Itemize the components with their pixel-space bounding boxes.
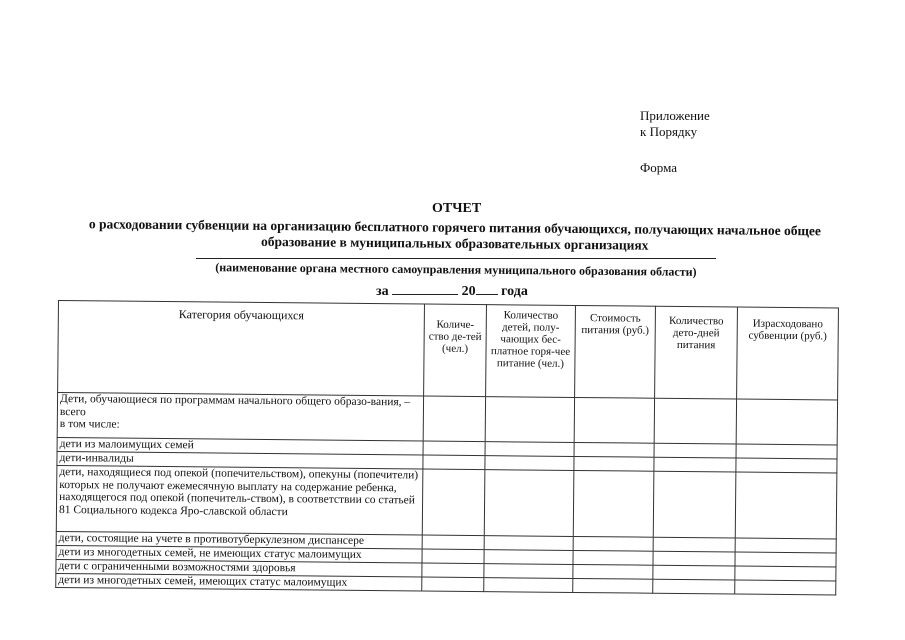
table-cell[interactable] — [422, 577, 484, 592]
table-cell[interactable] — [484, 564, 573, 579]
column-header-child-days: Количество дето-дней питания — [655, 306, 738, 399]
period-year: 20 — [461, 284, 476, 299]
table-cell[interactable] — [484, 470, 574, 537]
table-cell[interactable] — [484, 536, 573, 551]
table-cell[interactable] — [573, 578, 653, 593]
table-row — [56, 465, 837, 538]
table-cell[interactable] — [422, 469, 485, 536]
form-label: Форма — [640, 160, 677, 175]
table-cell[interactable] — [423, 441, 485, 456]
report-period — [376, 282, 528, 300]
row-category-low-income: дети из малоимущих семей — [57, 437, 423, 455]
period-year-blank — [476, 282, 498, 295]
table-cell[interactable] — [735, 580, 836, 595]
column-header-category: Категория обучающихся — [58, 301, 425, 397]
row-category-tuberculosis: дети, состоящие на учете в противотуберкулезном диспансере — [56, 531, 422, 549]
period-prefix: за — [376, 284, 389, 299]
report-subtitle: о расходовании субвенции на организацию бесплатного горячего питания обучающихся, получающих начальное общее образование в муниципальных образовательных организациях — [88, 216, 822, 253]
row-category-disabled: дети-инвалиды — [57, 451, 423, 469]
table-cell[interactable] — [574, 456, 654, 471]
column-header-children-count: Количе-ство де-тей (чел.) — [424, 304, 487, 397]
table-cell[interactable] — [653, 565, 735, 580]
org-name-line — [196, 258, 716, 259]
table-cell[interactable] — [654, 398, 736, 444]
appendix-line-1: Приложение — [640, 108, 710, 123]
period-suffix: года — [501, 284, 528, 299]
row-category-special-needs: дети с ограниченными возможностями здоровья — [56, 559, 422, 577]
table-cell[interactable] — [485, 397, 574, 443]
column-header-subvention-spent: Израсходовано субвенции (руб.) — [737, 307, 839, 400]
report-title: ОТЧЕТ — [432, 201, 482, 216]
table-cell[interactable] — [653, 579, 735, 594]
table-cell[interactable] — [574, 442, 654, 457]
row-category-guardianship: дети, находящиеся под опекой (попечительством), опекуны (попечители) которых не получают ежемесячную выплату на содержание ребенка, находящегося под опекой (попечитель-ством), в соответствии со статьей 81 Социального кодекса Яро-славской области — [56, 465, 423, 535]
table-cell[interactable] — [422, 549, 484, 564]
row-category-large-family: дети из многодетных семей, не имеющих статус малоимущих — [56, 545, 422, 563]
table-cell[interactable] — [653, 471, 736, 538]
row-category-total: Дети, обучающиеся по программам начального общего образо-вания, – всего в том числе: — [57, 393, 423, 442]
table-header-row — [58, 301, 839, 400]
appendix-block — [640, 108, 710, 176]
report-table-wrapper — [55, 300, 838, 595]
row-category-large-family-low-income: дети из многодетных семей, имеющих статус малоимущих — [56, 573, 422, 591]
table-cell[interactable] — [735, 472, 837, 539]
table-cell[interactable] — [735, 552, 836, 567]
table-cell[interactable] — [736, 399, 837, 445]
column-header-free-meals-count: Количество детей, полу-чающих бес-платное горя-чее питание (чел.) — [486, 305, 576, 398]
table-cell[interactable] — [573, 536, 653, 551]
table-cell[interactable] — [736, 444, 837, 459]
table-cell[interactable] — [485, 456, 574, 471]
table-cell[interactable] — [573, 550, 653, 565]
table-cell[interactable] — [653, 537, 735, 552]
table-cell[interactable] — [736, 458, 837, 473]
table-cell[interactable] — [654, 457, 736, 472]
org-name-caption: (наименование органа местного самоуправления муниципального образования области) — [215, 260, 697, 279]
appendix-line-2: к Порядку — [640, 124, 698, 139]
table-cell[interactable] — [574, 397, 654, 443]
period-blank-line — [392, 282, 458, 295]
table-cell[interactable] — [654, 443, 736, 458]
table-cell[interactable] — [735, 566, 836, 581]
table-cell[interactable] — [422, 563, 484, 578]
column-header-meal-cost: Стоимость питания (руб.) — [575, 305, 656, 398]
table-cell[interactable] — [573, 564, 653, 579]
table-cell[interactable] — [735, 538, 836, 553]
table-cell[interactable] — [484, 578, 573, 593]
table-cell[interactable] — [423, 396, 485, 442]
table-row — [57, 393, 837, 445]
table-cell[interactable] — [423, 455, 485, 470]
table-cell[interactable] — [485, 442, 574, 457]
table-cell[interactable] — [653, 551, 735, 566]
report-table — [55, 300, 839, 595]
table-cell[interactable] — [422, 535, 484, 550]
table-cell[interactable] — [484, 550, 573, 565]
table-cell[interactable] — [573, 470, 654, 537]
